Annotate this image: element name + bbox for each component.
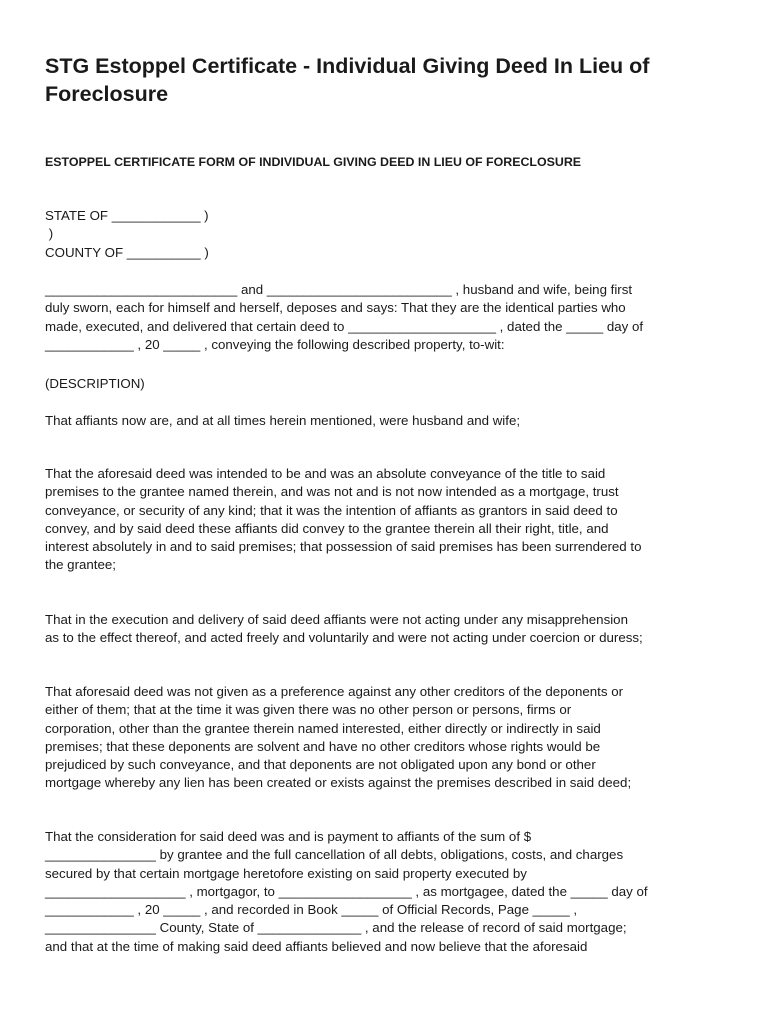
paragraph-line: That aforesaid deed was not given as a preference against any other creditors of the deponents or (45, 684, 624, 699)
paragraph-line: _______________ by grantee and the full cancellation of all debts, obligations, costs, and charges (45, 847, 624, 863)
no-preference-paragraph (45, 683, 735, 793)
document-title (45, 52, 735, 108)
paragraph-line: ____________ , 20 _____ , conveying the following described property, to-wit: (45, 336, 505, 352)
absolute-conveyance-paragraph (45, 465, 735, 575)
form-heading: ESTOPPEL CERTIFICATE FORM OF INDIVIDUAL GIVING DEED IN LIEU OF FORECLOSURE (45, 155, 582, 169)
document-page (45, 52, 735, 954)
paragraph-line: corporation, other than the grantee therein named interested, either directly or indirectly in said (45, 720, 601, 736)
paragraph-line: duly sworn, each for himself and herself, deposes and says: That they are the identical parties who (45, 300, 626, 316)
description-placeholder (45, 375, 735, 393)
paragraph-line: the grantee; (45, 557, 116, 573)
title-line: STG Estoppel Certificate - Individual Giving Deed In Lieu of (45, 54, 650, 78)
state-line: STATE OF ____________ ) (45, 208, 209, 223)
county-line: COUNTY OF __________ ) (45, 244, 209, 260)
paragraph-line: mortgage whereby any lien has been created or exists against the premises described in said deed; (45, 775, 632, 791)
paragraph-line: ___________________ , mortgagor, to __________________ , as mortgagee, dated the _____ day of (45, 883, 648, 899)
voluntary-execution-paragraph (45, 611, 735, 648)
paragraph-line: made, executed, and delivered that certain deed to ____________________ , dated the _____ day of (45, 318, 644, 334)
paragraph-line: secured by that certain mortgage heretofore existing on said property executed by (45, 865, 527, 881)
title-line: Foreclosure (45, 82, 169, 106)
consideration-paragraph (45, 828, 735, 956)
paragraph-line: prejudiced by such conveyance, and that deponents are not obligated upon any bond or other (45, 757, 596, 773)
paragraph-line: and that at the time of making said deed affiants believed and now believe that the aforesaid (45, 938, 588, 954)
paragraph-line: That the aforesaid deed was intended to be and was an absolute conveyance of the title to said (45, 466, 606, 481)
paragraph-line: That the consideration for said deed was and is payment to affiants of the sum of $ (45, 829, 532, 844)
paragraph-line: premises; that these deponents are solvent and have no other creditors whose rights would be (45, 738, 601, 754)
paragraph-line: That in the execution and delivery of said deed affiants were not acting under any misapprehension (45, 612, 628, 627)
paragraph-line: as to the effect thereof, and acted freely and voluntarily and were not acting under coercion or duress; (45, 630, 643, 646)
paragraph-line: _______________ County, State of ______________ , and the release of record of said mortgage; (45, 920, 627, 936)
venue-caption (45, 207, 209, 262)
paragraph-line: premises to the grantee named therein, and was not and is not now intended as a mortgage, trust (45, 484, 619, 500)
caption-bracket-line: ) (45, 226, 54, 242)
paragraph-line: either of them; that at the time it was given there was no other person or persons, firms or (45, 702, 572, 718)
opening-paragraph (45, 281, 735, 354)
paragraph-line: __________________________ and _________________________ , husband and wife, being first (45, 282, 633, 297)
marital-status-paragraph (45, 412, 735, 430)
paragraph-line: ____________ , 20 _____ , and recorded in Book _____ of Official Records, Page _____ , (45, 902, 578, 918)
paragraph-line: That affiants now are, and at all times herein mentioned, were husband and wife; (45, 413, 521, 428)
paragraph-line: (DESCRIPTION) (45, 376, 145, 391)
paragraph-line: conveyance, or security of any kind; that it was the intention of affiants as grantors in said deed to (45, 502, 618, 518)
paragraph-line: convey, and by said deed these affiants did convey to the grantee therein all their right, title, and (45, 520, 609, 536)
paragraph-line: interest absolutely in and to said premises; that possession of said premises has been surrendered to (45, 539, 642, 555)
